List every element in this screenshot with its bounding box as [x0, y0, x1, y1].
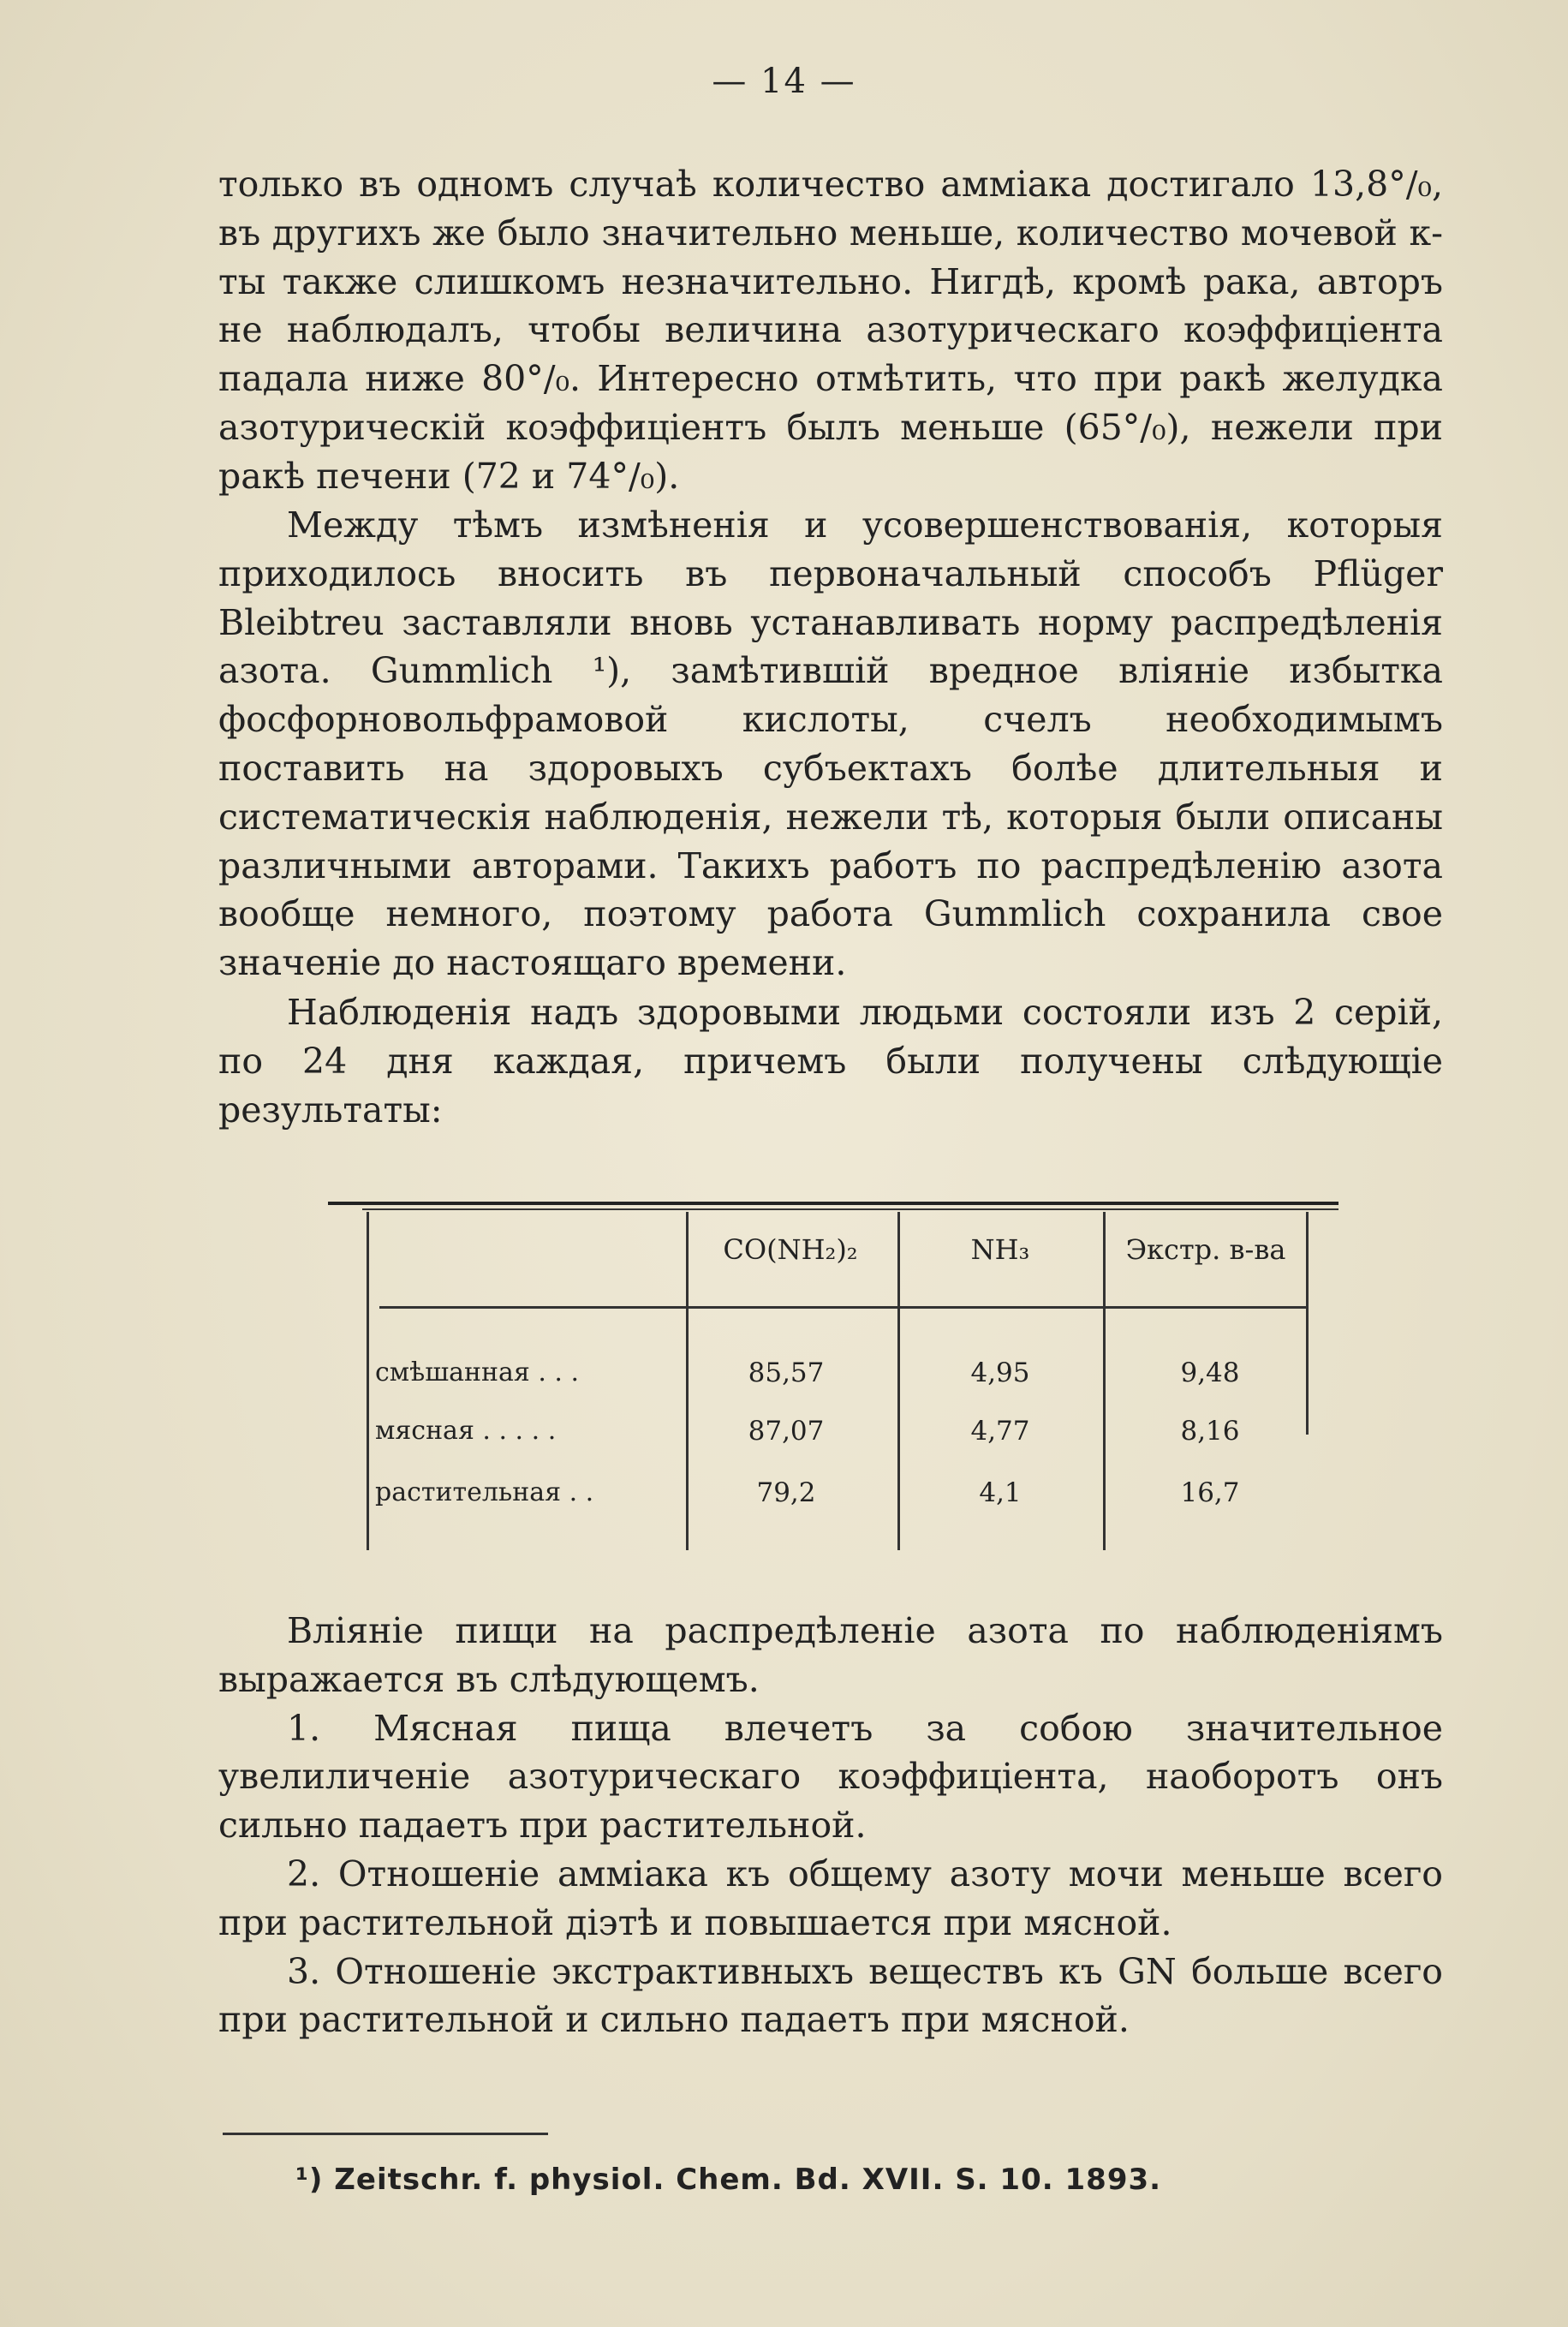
table-cell: 8,16 — [1180, 1416, 1240, 1447]
table-header-extractives: Экстр. в-ва — [1125, 1233, 1286, 1266]
table-top-rule — [328, 1202, 1338, 1205]
list-item-2: 2. Отношеніе амміака къ общему азоту мочи меньше всего при растительной діэтѣ и повышается при мясной. — [218, 1853, 1443, 1943]
table-top-rule-thin — [362, 1208, 1338, 1210]
table-cell: 87,07 — [748, 1416, 825, 1447]
table-row-label: смѣшанная . . . — [375, 1357, 580, 1387]
table-header-ammonia: NH₃ — [970, 1233, 1030, 1266]
table-row-label: растительная . . — [375, 1477, 594, 1507]
text-block-2 — [218, 501, 1443, 987]
table-cell: 4,77 — [970, 1416, 1030, 1447]
paragraph-4: Вліяніе пищи на распредѣленіе азота по наблюденіямъ выражается въ слѣдующемъ. — [218, 1610, 1443, 1700]
footnote: ¹) Zeitschr. f. physiol. Chem. Bd. XVII. S. 10. 1893. — [295, 2163, 1162, 2197]
page-number: — 14 — — [712, 62, 856, 101]
list-item-1: 1. Мясная пища влечетъ за собою значительное увелиличеніе азотурическаго коэффиціента, наоборотъ онъ сильно падаетъ при растительной. — [218, 1707, 1443, 1847]
table-col-line — [686, 1212, 689, 1550]
table-row-label: мясная . . . . . — [375, 1416, 557, 1446]
table-col-line — [1306, 1212, 1309, 1435]
table-cell: 9,48 — [1180, 1357, 1240, 1388]
table-col-line — [367, 1212, 369, 1550]
table-col-line — [897, 1212, 900, 1550]
results-table — [328, 1195, 1338, 1554]
table-cell: 4,95 — [970, 1357, 1030, 1388]
text-block-3 — [218, 988, 1443, 1134]
text-block-conclusions — [218, 1607, 1443, 2044]
paragraph-2: Между тѣмъ измѣненія и усовершенствованія, которыя приходилось вносить въ первоначальный способъ Pflüger Bleibtreu заставляли вновь устанавливать норму распредѣленія азота. Gummlich ¹), замѣтившій вредное вліяніе избытка фосфорновольфрамовой кислоты, счелъ необходимымъ поставить на здоровыхъ субъектахъ болѣе длительныя и систематическія наблюденія, нежели тѣ, которыя были описаны различными авторами. Такихъ работъ по распредѣленію азота вообще немного, поэтому работа Gummlich сохранила свое значеніе до настоящаго времени. — [218, 504, 1443, 984]
footnote-rule — [223, 2133, 548, 2135]
table-cell: 4,1 — [979, 1477, 1022, 1508]
table-col-line — [1103, 1212, 1106, 1550]
table-cell: 16,7 — [1180, 1477, 1240, 1508]
table-header-urea: CO(NH₂)₂ — [723, 1233, 858, 1266]
paragraph-3: Наблюденія надъ здоровыми людьми состояли изъ 2 серій, по 24 дня каждая, причемъ были получены слѣдующіе результаты: — [218, 992, 1443, 1131]
table-header-rule — [379, 1306, 1309, 1309]
table-cell: 85,57 — [748, 1357, 825, 1388]
table-cell: 79,2 — [756, 1477, 816, 1508]
paragraph-1: только въ одномъ случаѣ количество амміака достигало 13,8°/₀, въ другихъ же было значительно меньше, количество мочевой к-ты также слишкомъ незначительно. Нигдѣ, кромѣ рака, авторъ не наблюдалъ, чтобы величина азотурическаго коэффиціента падала ниже 80°/₀. Интересно отмѣтить, что при ракѣ желудка азотурическій коэффиціентъ былъ меньше (65°/₀), нежели при ракѣ печени (72 и 74°/₀). — [218, 164, 1443, 497]
text-block-1 — [218, 160, 1443, 501]
list-item-3: 3. Отношеніе экстрактивныхъ веществъ къ GN больше всего при растительной и сильно падаетъ при мясной. — [218, 1950, 1443, 2041]
